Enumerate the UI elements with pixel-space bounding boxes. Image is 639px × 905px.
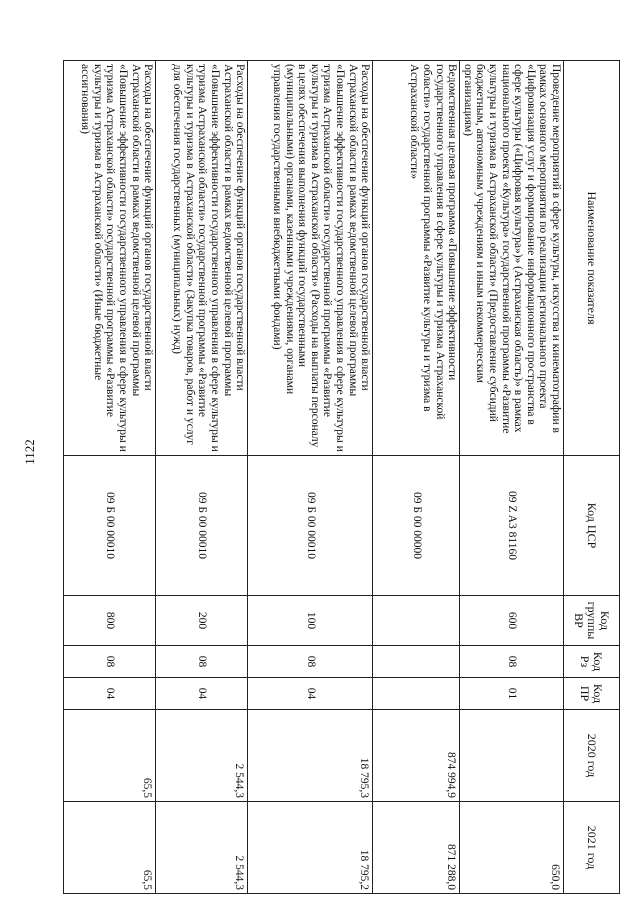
cell-rz: 08 [248,646,373,678]
table-header-row [564,61,620,894]
cell-pr: 04 [156,678,248,710]
cell-2020: 874 994,9 [373,710,460,802]
cell-name: Расходы на обеспечение функций органов государственной власти Астраханской области в рамках ведомственной целевой программы «Повышение эффективности государственного управления в сфере культуры и туризма Астраханской области» государственной программы «Развитие культуры и туризма в Астраханской области» (Иные бюджетные ассигнования) [64,61,156,456]
cell-2020: 2 544,3 [156,710,248,802]
cell-2021: 650,0 [460,802,564,894]
cell-rz: 08 [156,646,248,678]
page-number: 1122 [22,439,37,465]
header-csr: Код ЦСР [564,456,620,596]
cell-name: Проведение мероприятий в сфере культуры, искусства и кинематографии в рамках основного мероприятия по реализации регионального проекта «Цифровизация услуг и формирование информационного пространства в сфере культуры («Цифровая культура»)» (Астраханская область)» в рамках национального проекта «Культура» государственной программы «Развитие культуры и туризма в Астраханской области» (Предоставление субсидий бюджетным, автономным учреждениям и иным некоммерческим организациям) [460,61,564,456]
cell-vr: 200 [156,596,248,646]
cell-csr: 09 Б 00 00000 [373,456,460,596]
cell-pr [373,678,460,710]
header-rz: Код Рз [564,646,620,678]
table-row [460,61,564,894]
cell-rz: 08 [64,646,156,678]
table-row [248,61,373,894]
header-2020: 2020 год [564,710,620,802]
cell-pr: 04 [248,678,373,710]
cell-2020: 65,5 [64,710,156,802]
header-vr: Код группы ВР [564,596,620,646]
cell-pr: 01 [460,678,564,710]
cell-vr [373,596,460,646]
cell-name: Ведомственная целевая программа «Повышение эффективности государственного управления в сфере культуры и туризма Астраханской области» государственной программы «Развитие культуры и туризма в Астраханской области» [373,61,460,456]
table-row [156,61,248,894]
cell-vr: 100 [248,596,373,646]
cell-vr: 800 [64,596,156,646]
header-pr: Код ПР [564,678,620,710]
cell-2020 [460,710,564,802]
cell-csr: 09 Б 00 00010 [156,456,248,596]
cell-name: Расходы на обеспечение функций органов государственной власти Астраханской области в рамках ведомственной целевой программы «Повышение эффективности государственного управления в сфере культуры и туризма Астраханской области» государственной программы «Развитие культуры и туризма в Астраханской области» (Закупка товаров, работ и услуг для обеспечения государственных (муниципальных) нужд) [156,61,248,456]
table-row [64,61,156,894]
cell-2020: 18 795,3 [248,710,373,802]
cell-2021: 2 544,3 [156,802,248,894]
cell-2021: 65,5 [64,802,156,894]
cell-pr: 04 [64,678,156,710]
cell-csr: 09 Z A3 81160 [460,456,564,596]
cell-rz [373,646,460,678]
cell-csr: 09 Б 00 00010 [248,456,373,596]
rotated-table-container [68,60,620,893]
cell-vr: 600 [460,596,564,646]
header-2021: 2021 год [564,802,620,894]
table-row [373,61,460,894]
cell-name: Расходы на обеспечение функций органов государственной власти Астраханской области в рамках ведомственной целевой программы «Повышение эффективности государственного управления в сфере культуры и туризма Астраханской области» государственной программы «Развитие культуры и туризма в Астраханской области» (Расходы на выплаты персоналу в целях обеспечения выполнения функций государственными (муниципальными) органами, казенными учреждениями, органами управления государственными внебюджетными фондами) [248,61,373,456]
cell-2021: 871 288,0 [373,802,460,894]
budget-table [63,60,620,894]
header-name: Наименование показателя [564,61,620,456]
cell-csr: 09 Б 00 00010 [64,456,156,596]
cell-2021: 18 795,2 [248,802,373,894]
cell-rz: 08 [460,646,564,678]
